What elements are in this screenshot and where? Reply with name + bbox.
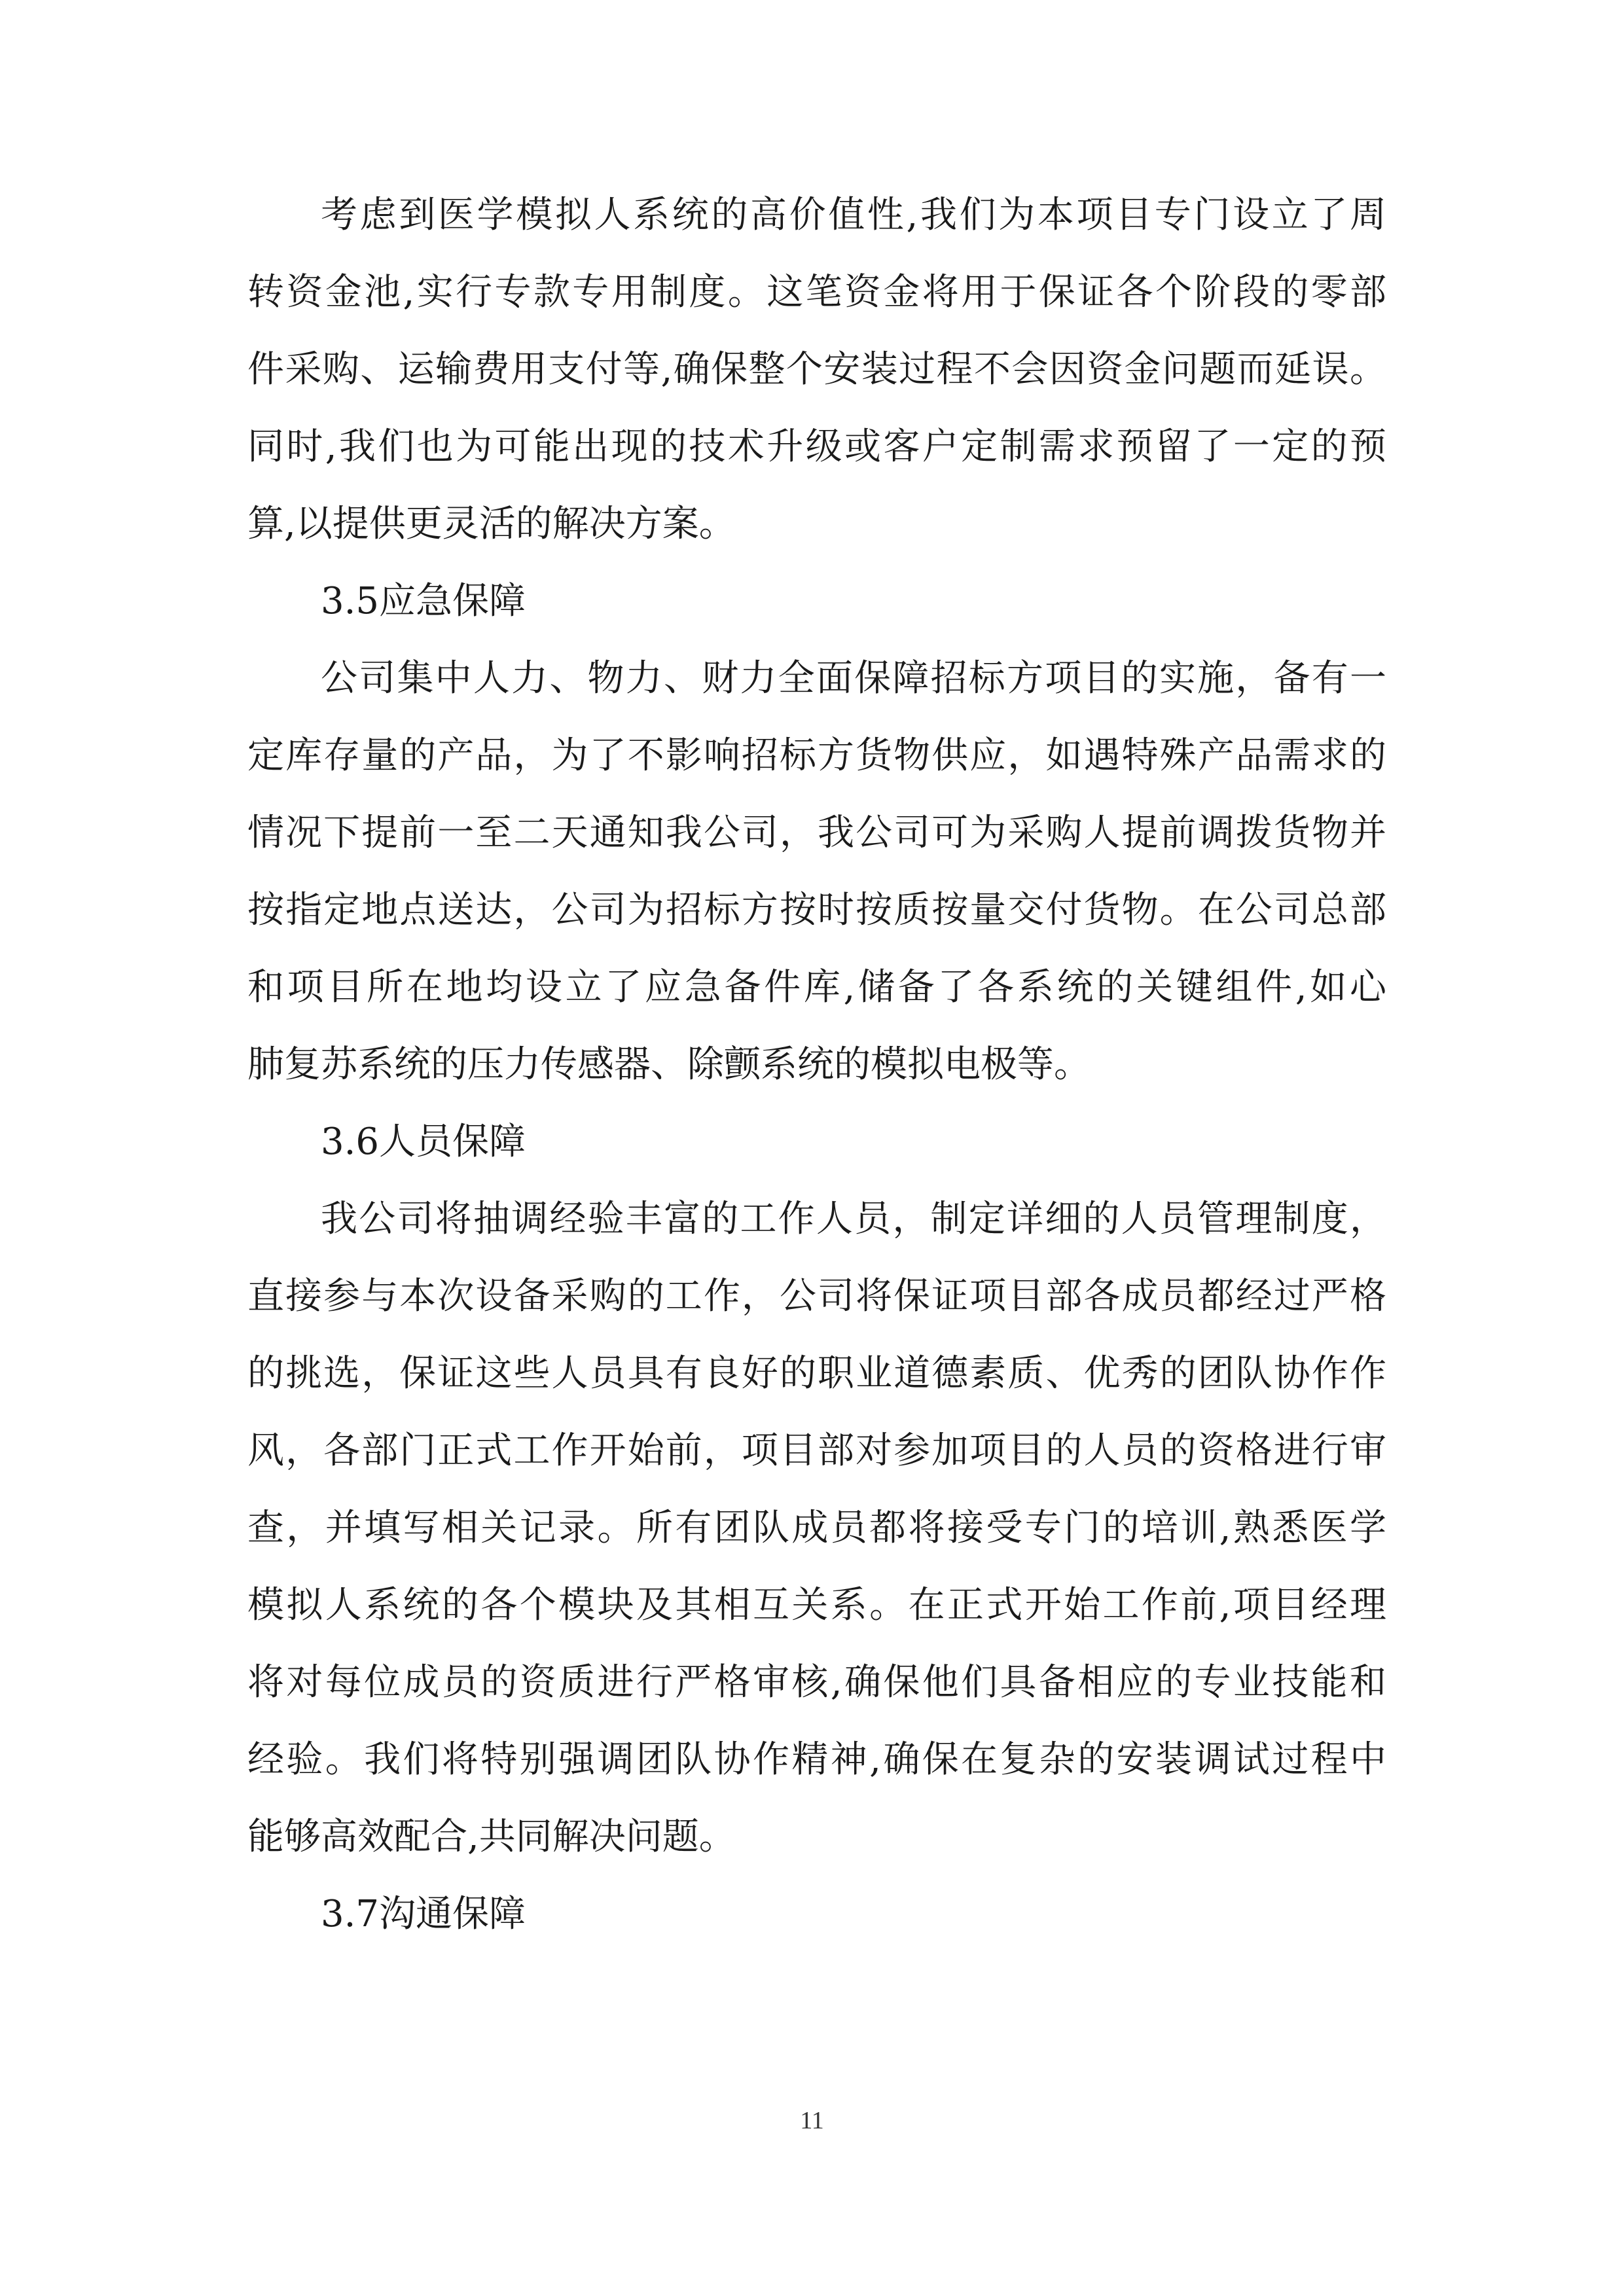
paragraph-funding	[247, 177, 1386, 563]
paragraph-personnel	[247, 1181, 1386, 1876]
document-body	[247, 177, 1386, 1953]
text-line: 查，并填写相关记录。所有团队成员都将接受专门的培训,熟悉医学	[247, 1507, 1386, 1549]
section-heading-communication: 3.7沟通保障	[321, 1893, 526, 1935]
text-line: 情况下提前一至二天通知我公司，我公司可为采购人提前调拨货物并	[247, 812, 1386, 854]
text-line: 经验。我们将特别强调团队协作精神,确保在复杂的安装调试过程中	[247, 1738, 1386, 1781]
text-line: 直接参与本次设备采购的工作，公司将保证项目部各成员都经过严格	[247, 1275, 1386, 1318]
page-number: 11	[800, 2107, 824, 2134]
text-line: 我公司将抽调经验丰富的工作人员，制定详细的人员管理制度，	[321, 1198, 1386, 1240]
text-line: 件采购、运输费用支付等,确保整个安装过程不会因资金问题而延误。	[247, 348, 1386, 391]
text-line: 将对每位成员的资质进行严格审核,确保他们具备相应的专业技能和	[247, 1661, 1386, 1704]
text-line: 定库存量的产品，为了不影响招标方货物供应，如遇特殊产品需求的	[247, 734, 1386, 777]
section-heading-personnel: 3.6人员保障	[321, 1121, 526, 1163]
text-line: 模拟人系统的各个模块及其相互关系。在正式开始工作前,项目经理	[247, 1584, 1386, 1626]
paragraph-emergency	[247, 640, 1386, 1103]
text-line: 考虑到医学模拟人系统的高价值性,我们为本项目专门设立了周	[321, 194, 1386, 236]
text-line: 转资金池,实行专款专用制度。这笔资金将用于保证各个阶段的零部	[247, 271, 1386, 314]
text-line: 的挑选，保证这些人员具有良好的职业道德素质、优秀的团队协作作	[247, 1352, 1386, 1395]
text-line: 同时,我们也为可能出现的技术升级或客户定制需求预留了一定的预	[247, 425, 1386, 468]
text-line: 按指定地点送达，公司为招标方按时按质按量交付货物。在公司总部	[247, 889, 1386, 931]
text-line: 算,以提供更灵活的解决方案。	[247, 503, 736, 545]
section-heading-emergency: 3.5应急保障	[321, 580, 526, 622]
text-line: 肺复苏系统的压力传感器、除颤系统的模拟电极等。	[247, 1043, 1091, 1086]
text-line: 公司集中人力、物力、财力全面保障招标方项目的实施，备有一	[321, 657, 1386, 700]
text-line: 和项目所在地均设立了应急备件库,储备了各系统的关键组件,如心	[247, 966, 1386, 1009]
text-line: 风，各部门正式工作开始前，项目部对参加项目的人员的资格进行审	[247, 1429, 1386, 1472]
text-line: 能够高效配合,共同解决问题。	[247, 1816, 736, 1858]
